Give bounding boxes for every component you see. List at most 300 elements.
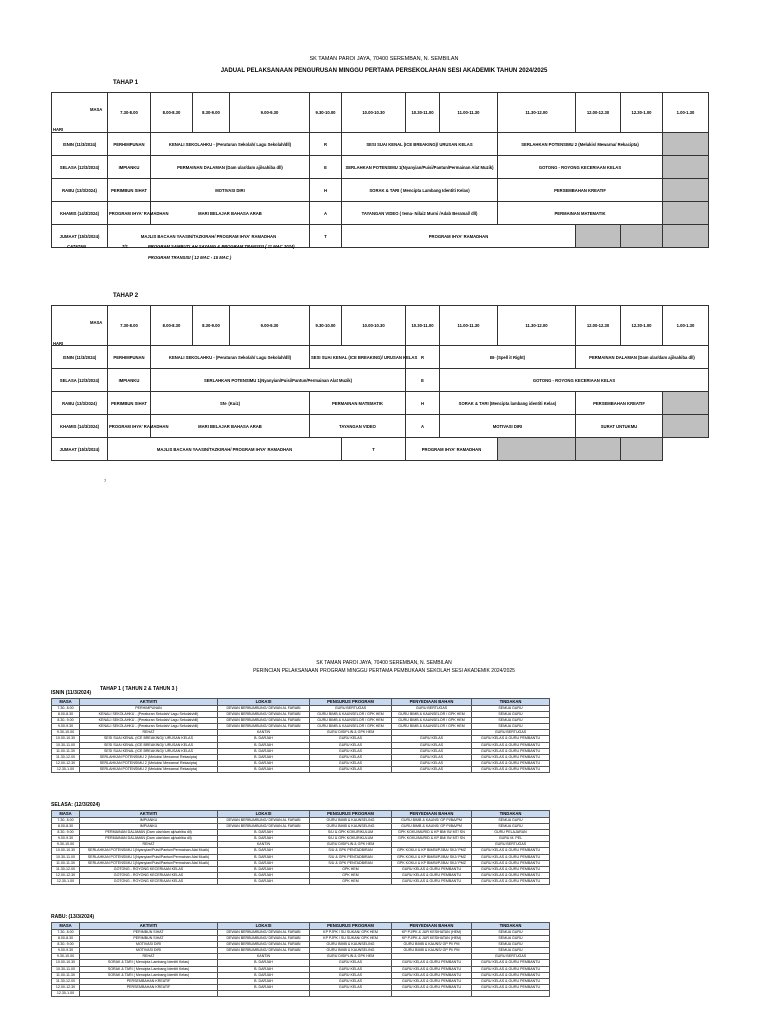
empty-shaded-cell xyxy=(663,202,709,225)
detail-cell: 10.00-10.30 xyxy=(52,736,80,742)
detail-cell: GURU KELAS & GURU PEMBANTU xyxy=(472,984,550,990)
detail-cell: GURU PELAJARAN xyxy=(472,830,550,836)
time-slot-header: 12.00-12.30 xyxy=(576,306,621,346)
detail-cell xyxy=(392,990,472,996)
activity-cell: MARI BELAJAR BAHASA ARAB xyxy=(151,202,310,225)
detail-cell: SERLAHKAN POTENSIMU 2 (Melukis/ Mewarna/ Rekacipta) xyxy=(80,766,218,772)
detail-cell: 10.30-11.00 xyxy=(52,742,80,748)
empty-shaded-cell xyxy=(621,438,663,461)
detail-cell: 8.30- 9.00 xyxy=(52,718,80,724)
detail-cell: DEWAN BERBUMBUNG/ DEWAN AL FARABI xyxy=(218,706,310,712)
hari-label: HARI xyxy=(53,127,64,132)
rehat-letter-cell: R xyxy=(406,346,440,369)
detail-cell: GURU KELAS xyxy=(310,748,392,754)
activity-cell: PROGRAM IHYA' RAMADHAN xyxy=(108,415,151,438)
day-cell: RABU (13/3/2024) xyxy=(52,179,108,202)
activity-cell: PROGRAM IHYA' RAMADHAN xyxy=(342,225,576,248)
detail-cell: PERHIMPUNAN xyxy=(80,706,218,712)
tahap1-row-khamis xyxy=(52,202,709,225)
bottom-tahap-title: TAHAP 1 ( TAHUN 2 & TAHUN 3 ) xyxy=(100,686,178,692)
day-cell: SELASA (12/3/2024) xyxy=(52,369,108,392)
time-slot-header: 11.30-12.00 xyxy=(498,93,576,133)
activity-cell: SERLAHKAN POTENSIMU 1(Nyanyian/Puisi/Pantun/Permainan Alat Muzik) xyxy=(342,156,498,179)
detail-cell: GURU KELAS & GURU PEMBANTU xyxy=(472,736,550,742)
detail-cell: GURU KELAS & GURU PEMBANTU xyxy=(472,748,550,754)
detail-header-row xyxy=(52,699,550,706)
detail-cell: 8.00-8.30 xyxy=(52,712,80,718)
detail-cell: GURU BIMB & KAUNS/ GP PI/BA/PM xyxy=(392,818,472,824)
detail-cell: GURU KELAS & GURU PEMBANTU xyxy=(392,972,472,978)
detail-cell: GURU BIMB & KAUNSELOR / GPK HEM xyxy=(310,724,392,730)
detail-cell: SEMUA GURU xyxy=(472,724,550,730)
detail-cell: 10.00-10.30 xyxy=(52,848,80,854)
tahap1-schedule-table xyxy=(51,92,709,248)
detail-cell: GURU KELAS xyxy=(310,736,392,742)
detail-header-cell: TINDAKAN xyxy=(472,811,550,818)
activity-cell: PERSEMBAHAN KREATIF xyxy=(498,179,663,202)
activity-cell: PERMAINAN MATEMATIK xyxy=(498,202,663,225)
masa-hari-header-cell xyxy=(52,306,108,346)
detail-cell: SESI SUAI KENAL (ICE BREAKING)/ URUSAN KELAS xyxy=(80,742,218,748)
activity-cell: MOTIVASI DIRI xyxy=(151,179,310,202)
detail-cell: GPK KOKU/MURID & KP BM/ BI/ MT/ SN xyxy=(392,836,472,842)
detail-cell: B. DARJAH xyxy=(218,972,310,978)
detail-cell: 12.00-12.30 xyxy=(52,872,80,878)
activity-cell: PERHIMPUNAN xyxy=(108,133,151,156)
detail-cell: SEMUA GURU xyxy=(472,718,550,724)
detail-cell: SEMUA GURU xyxy=(472,942,550,948)
detail-cell: GURU BIMB & KAUNSELOR / GPK HEM xyxy=(392,712,472,718)
detail-cell: DEWAN BERBUMBUNG/ DEWAN AL FARABI xyxy=(218,712,310,718)
time-slot-header: 10.30-11.00 xyxy=(406,306,440,346)
detail-cell: SERLAHKAN POTENSIMU 2 (Melukis/ Mewarna/ Rekacipta) xyxy=(80,760,218,766)
detail-cell: GURU KELAS xyxy=(310,972,392,978)
detail-cell: S/U & GPK PENTADBIRAN xyxy=(310,848,392,854)
detail-cell: IMPIANKU xyxy=(80,824,218,830)
detail-cell: 11.00-11.30 xyxy=(52,748,80,754)
time-slot-header: 10.00-10.30 xyxy=(342,93,406,133)
detail-cell: GURU KELAS xyxy=(310,960,392,966)
rehat-letter-cell: R xyxy=(310,133,342,156)
detail-cell: 8.30- 9.00 xyxy=(52,830,80,836)
detail-cell: B. DARJAH xyxy=(218,830,310,836)
detail-cell: SERLAHKAN POTENSIMU 1(Nyanyian/Puisi/Pantun/Permainan Alat Muzik) xyxy=(80,860,218,866)
time-slot-header: 8.30-9.00 xyxy=(193,306,230,346)
detail-cell: GURU BIMB & KAUNSELING xyxy=(310,942,392,948)
detail-cell xyxy=(310,990,392,996)
empty-shaded-cell xyxy=(663,156,709,179)
activity-cell: PERIMBUN SIHAT xyxy=(108,392,151,415)
rehat-letter-cell: E xyxy=(310,156,342,179)
detail-header-row xyxy=(52,923,550,930)
detail-cell: REHAT xyxy=(80,954,218,960)
detail-cell: 10.30-11.00 xyxy=(52,854,80,860)
detail-header-cell: LOKASI xyxy=(218,923,310,930)
detail-header-cell: TINDAKAN xyxy=(472,699,550,706)
tahap2-row-jumaat xyxy=(52,438,709,461)
detail-cell: 11.30-12.00 xyxy=(52,978,80,984)
detail-cell: KENALI SEKOLAHKU - (Peraturan Sekolah/ Lagu Sekolah/dll) xyxy=(80,712,218,718)
day-cell: JUMAAT (15/3/2024) xyxy=(52,438,108,461)
detail-cell: GURU KELAS & GURU PEMBANTU xyxy=(392,866,472,872)
activity-cell: KENALI SEKOLAHKU - (Peraturan Sekolah/ Lagu Sekolah/dll) xyxy=(151,346,310,369)
detail-row xyxy=(52,990,550,996)
detail-cell: S/U & GPK KOKURIKULUM xyxy=(310,836,392,842)
time-slot-header: 9.00-9.30 xyxy=(230,93,310,133)
time-slot-header: 7.30-8.00 xyxy=(108,306,151,346)
detail-cell: SEMUA GURU xyxy=(472,706,550,712)
detail-header-cell: PENYEDIAAN BAHAN xyxy=(392,699,472,706)
detail-cell: B. DARJAH xyxy=(218,984,310,990)
detail-cell xyxy=(218,990,310,996)
detail-cell: GURU KELAS xyxy=(310,766,392,772)
detail-cell: GURU BIMB & KAUNS/ GP PI/ PM xyxy=(392,942,472,948)
detail-cell: B. DARJAH xyxy=(218,848,310,854)
detail-cell: GURU KELAS & GURU PEMBANTU xyxy=(392,878,472,884)
detail-cell: KENALI SEKOLAHKU - (Peraturan Sekolah/ Lagu Sekolah/dll) xyxy=(80,724,218,730)
detail-cell: SEMUA GURU xyxy=(472,936,550,942)
detail-header-cell: TINDAKAN xyxy=(472,923,550,930)
detail-header-cell: AKTIVITI xyxy=(80,699,218,706)
detail-cell: GPK HEM xyxy=(310,872,392,878)
detail-cell: 7.30- 8.00 xyxy=(52,930,80,936)
detail-table-isnin xyxy=(51,698,550,773)
detail-cell: 11.00-11.30 xyxy=(52,860,80,866)
detail-cell: GURU BIMB & KAUNS/ GP PI/ PM xyxy=(392,948,472,954)
detail-header-cell: PENGURUS PROGRAM xyxy=(310,699,392,706)
detail-cell: KANTIN xyxy=(218,954,310,960)
detail-header-cell: MASA xyxy=(52,699,80,706)
detail-cell: SERLAHKAN POTENSIMU 1(Nyanyian/Puisi/Pantun/Permainan Alat Muzik) xyxy=(80,848,218,854)
detail-cell: GURU DISIPLIN & GPK HEM xyxy=(310,842,392,848)
time-slot-header: 12.30-1.00 xyxy=(621,306,663,346)
detail-cell: GURU KELAS & GURU PEMBANTU xyxy=(472,742,550,748)
day-cell: KHAMIS (14/3/2024) xyxy=(52,202,108,225)
empty-shaded-cell xyxy=(663,225,709,248)
detail-table-selasa xyxy=(51,810,550,885)
detail-cell xyxy=(80,990,218,996)
detail-cell: B. DARJAH xyxy=(218,872,310,878)
detail-header-cell: LOKASI xyxy=(218,699,310,706)
activity-cell: PERHIMPUNAN xyxy=(108,346,151,369)
detail-cell: GURU KELAS xyxy=(310,978,392,984)
detail-cell: GURU BERTUGAS xyxy=(310,706,392,712)
detail-header-cell: MASA xyxy=(52,923,80,930)
detail-cell: GURU BERTUGAS xyxy=(472,954,550,960)
time-slot-header: 9.30-10.00 xyxy=(310,306,342,346)
detail-cell: GURU KELAS & GURU PEMBANTU xyxy=(392,960,472,966)
detail-cell: GURU KELAS xyxy=(392,760,472,766)
detail-cell: REHAT xyxy=(80,730,218,736)
tahap1-title: TAHAP 1 xyxy=(113,80,139,86)
time-slot-header: 11.00-11.30 xyxy=(440,306,498,346)
detail-cell: B. DARJAH xyxy=(218,760,310,766)
day-cell: RABU (13/3/2024) xyxy=(52,392,108,415)
tahap2-schedule-table xyxy=(51,305,709,461)
time-slot-header: 11.00-11.30 xyxy=(440,93,498,133)
detail-cell: B. DARJAH xyxy=(218,854,310,860)
detail-cell: GURU KELAS & GURU PEMBANTU xyxy=(472,760,550,766)
detail-cell: DEWAN BERBUMBUNG/ DEWAN AL FARABI xyxy=(218,942,310,948)
detail-cell: GOTONG - ROYONG KECERIAAN KELAS xyxy=(80,878,218,884)
detail-cell: GURU KELAS & GURU PEMBANTU xyxy=(472,866,550,872)
detail-cell: GURU BIMB & KAUNSELOR / GPK HEM xyxy=(310,712,392,718)
detail-cell: MOTIVASI DIRI xyxy=(80,942,218,948)
time-slot-header: 12.00-12.30 xyxy=(576,93,621,133)
detail-cell: GURU BIMB & KAUNSELING xyxy=(310,824,392,830)
activity-cell: SORAK & TARI (Mencipta lambang identiti Kelas) xyxy=(440,392,576,415)
day-label-isnin: ISNIN (11/3/2024) xyxy=(51,690,92,696)
day-label-selasa: SELASA: (12/3/2024) xyxy=(51,802,100,808)
detail-cell: DEWAN BERBUMBUNG/ DEWAN AL FARABI xyxy=(218,936,310,942)
rehat-letter-cell: T xyxy=(342,438,406,461)
detail-cell xyxy=(472,990,550,996)
tahap1-row-selasa xyxy=(52,156,709,179)
detail-cell: B. DARJAH xyxy=(218,878,310,884)
detail-cell: GURU KELAS & GURU PEMBANTU xyxy=(472,766,550,772)
detail-cell: GURU KELAS & GURU PEMBANTU xyxy=(472,872,550,878)
main-title: JADUAL PELAKSANAAN PENGURUSAN MINGGU PERTAMA PERSEKOLAHAN SESI AKADEMIK TAHUN 2024/2025 xyxy=(220,68,548,74)
catatan-number: 7/1 xyxy=(122,244,128,249)
activity-cell: SN- (Kuiz) xyxy=(151,392,310,415)
detail-row xyxy=(52,766,550,772)
activity-cell: SERLAHKAN POTENSIMU 2 (Melukis/ Mewarna/ Rekacipta) xyxy=(498,133,663,156)
detail-cell: GURU KELAS xyxy=(392,766,472,772)
activity-cell: SESI SUAI KENAL (ICE BREAKING)/ URUSAN KELAS xyxy=(310,346,406,369)
detail-cell: S/U & GPK PENTADBIRAN xyxy=(310,860,392,866)
detail-cell: SEMUA GURU xyxy=(472,930,550,936)
detail-cell: GURU BIMB & KAUNS/ GP PI/BA/PM xyxy=(392,824,472,830)
detail-cell: 12.30-1.00 xyxy=(52,990,80,996)
detail-cell: PERSEMBAHAN KREATIF xyxy=(80,978,218,984)
bottom-title: PERINCIAN PELAKSANAAN PROGRAM MINGGU PERTAMA PEMBUKAAN SEKOLAH SESI AKADEMIK 2024/2025 xyxy=(253,668,515,674)
detail-cell: GURU BERTUGAS xyxy=(392,706,472,712)
detail-cell: 8.00-8.30 xyxy=(52,824,80,830)
detail-cell: GURU BIMB & KAUNSELOR / GPK HEM xyxy=(392,724,472,730)
detail-cell: B. DARJAH xyxy=(218,742,310,748)
detail-cell: GURU KELAS xyxy=(392,736,472,742)
detail-cell: GURU KELAS & GURU PEMBANTU xyxy=(392,984,472,990)
detail-cell: DEWAN BERBUMBUNG/ DEWAN AL FARABI xyxy=(218,718,310,724)
detail-cell: GPK KOKU/ & KP BM/BI/PJ/BA/ SKJ/ PMZ xyxy=(392,854,472,860)
rehat-letter-cell: E xyxy=(406,369,440,392)
detail-cell: 10.30-11.00 xyxy=(52,966,80,972)
detail-cell: B. DARJAH xyxy=(218,978,310,984)
detail-cell: GURU KELAS xyxy=(310,984,392,990)
activity-cell: GOTONG - ROYONG KECERIAAN KELAS xyxy=(440,369,709,392)
detail-cell: KANTIN xyxy=(218,730,310,736)
detail-cell: KP PJPK / SU SUKAN/ GPK HEM xyxy=(310,930,392,936)
detail-cell: GURU KELAS xyxy=(310,966,392,972)
detail-header-cell: PENGURUS PROGRAM xyxy=(310,923,392,930)
activity-cell: MARI BELAJAR BAHASA ARAB xyxy=(151,415,310,438)
detail-row xyxy=(52,878,550,884)
detail-cell: GURU KELAS xyxy=(392,754,472,760)
day-cell: ISNIN (11/3/2024) xyxy=(52,346,108,369)
detail-cell: DEWAN BERBUMBUNG/ DEWAN AL FARABI xyxy=(218,724,310,730)
detail-header-cell: AKTIVITI xyxy=(80,923,218,930)
activity-cell: PERSEMBAHAN KREATIF xyxy=(576,392,663,415)
detail-cell: SERLAHKAN POTENSIMU 2 (Melukis/ Mewarna/ Rekacipta) xyxy=(80,754,218,760)
activity-cell: KENALI SEKOLAHKU - (Peraturan Sekolah/ Lagu Sekolah/dll) xyxy=(151,133,310,156)
time-slot-header: 11.30-12.00 xyxy=(498,306,576,346)
day-cell: JUMAAT (15/3/2024) xyxy=(52,225,108,248)
detail-cell: PERIMBUN SIHAT xyxy=(80,936,218,942)
detail-cell: KP PJPK / SU SUKAN/ GPK HEM xyxy=(310,936,392,942)
detail-cell: S/U & GPK PENTADBIRAN xyxy=(310,854,392,860)
detail-cell: 9.00-9.30 xyxy=(52,836,80,842)
day-cell: ISNIN (11/3/2024) xyxy=(52,133,108,156)
tahap1-row-rabu xyxy=(52,179,709,202)
time-slot-header: 8.30-9.00 xyxy=(193,93,230,133)
detail-cell: 11.00-11.30 xyxy=(52,972,80,978)
rehat-letter-cell: H xyxy=(310,179,342,202)
detail-header-cell: PENGURUS PROGRAM xyxy=(310,811,392,818)
detail-cell: 12.30-1.00 xyxy=(52,766,80,772)
detail-cell: SEMUA GURU xyxy=(472,818,550,824)
time-slot-header: 9.00-9.30 xyxy=(230,306,310,346)
detail-cell: PERMAINAN DALAMAN (Dam ular/dam aji/sahiba dll) xyxy=(80,830,218,836)
detail-cell: B. DARJAH xyxy=(218,866,310,872)
detail-cell: B. DARJAH xyxy=(218,860,310,866)
detail-cell: SERLAHKAN POTENSIMU 1(Nyanyian/Puisi/Pantun/Permainan Alat Muzik) xyxy=(80,854,218,860)
activity-cell: TAYANGAN VIDEO ( tema- Nilai2 Murni /Adab Beramal/ dll) xyxy=(342,202,498,225)
detail-cell: MOTIVASI DIRI xyxy=(80,948,218,954)
tahap2-time-header-row xyxy=(52,306,709,346)
detail-cell: KENALI SEKOLAHKU - (Peraturan Sekolah/ Lagu Sekolah/dll) xyxy=(80,718,218,724)
detail-cell: 9.00-9.30 xyxy=(52,724,80,730)
detail-cell: PERMAINAN DALAMAN (Dam ular/dam aji/sahiba dll) xyxy=(80,836,218,842)
detail-cell: 11.30-12.00 xyxy=(52,866,80,872)
detail-cell: DEWAN BERBUMBUNG/ DEWAN AL FARABI xyxy=(218,948,310,954)
detail-cell: SEMUA GURU xyxy=(472,948,550,954)
detail-cell: B. DARJAH xyxy=(218,836,310,842)
detail-cell: GURU KELAS & GURU PEMBANTU xyxy=(472,860,550,866)
detail-cell: GURU KELAS & GURU PEMBANTU xyxy=(472,754,550,760)
activity-cell: PERMAINAN DALAMAN (Dam ular/dam aji/sahiba dll) xyxy=(151,156,310,179)
detail-header-cell: LOKASI xyxy=(218,811,310,818)
detail-cell: SESI SUAI KENAL (ICE BREAKING)/ URUSAN KELAS xyxy=(80,736,218,742)
detail-header-cell: PENYEDIAAN BAHAN xyxy=(392,811,472,818)
detail-cell: GURU KELAS & GURU PEMBANTU xyxy=(392,978,472,984)
catatan-line-1: PROGRAM SAMBUTLAH SAYANG & PROGRAM TRANSISI ( 11 MAC 2024) xyxy=(148,244,295,249)
detail-cell: 9.00-9.30 xyxy=(52,948,80,954)
detail-cell: 9.30-10.00 xyxy=(52,954,80,960)
activity-cell: SERLAHKAN POTENSIMU 1(Nyanyian/Puisi/Pantun/Permainan Alat Muzik) xyxy=(151,369,406,392)
bottom-school-header: SK TAMAN PAROI JAYA, 70400 SEREMBAN, N. SEMBILAN xyxy=(316,660,452,666)
rehat-letter-cell: H xyxy=(406,392,440,415)
detail-cell: 10.00-10.30 xyxy=(52,960,80,966)
empty-shaded-cell xyxy=(663,392,709,415)
detail-cell: 12.30-1.00 xyxy=(52,878,80,884)
detail-cell: GPK HEM xyxy=(310,878,392,884)
detail-header-row xyxy=(52,811,550,818)
day-label-rabu: RABU: (13/3/2024) xyxy=(51,914,95,920)
activity-cell: GOTONG - ROYONG KECERIAAN KELAS xyxy=(498,156,663,179)
time-slot-header: 10.30-11.00 xyxy=(406,93,440,133)
empty-shaded-cell xyxy=(663,179,709,202)
masa-label: MASA xyxy=(90,107,103,112)
masa-label: MASA xyxy=(90,320,103,325)
detail-cell: SORAK & TARI ( Mencipta Lambang Identiti Kelas) xyxy=(80,960,218,966)
detail-cell: SEMUA GURU xyxy=(472,824,550,830)
tahap2-title: TAHAP 2 xyxy=(113,293,139,299)
detail-cell: GURU KELAS & GURU PEMBANTU xyxy=(472,978,550,984)
time-slot-header: 8.00-8.30 xyxy=(151,93,193,133)
activity-cell: PROGRAM IHYA' RAMADHAN xyxy=(108,202,151,225)
empty-shaded-cell xyxy=(621,225,663,248)
detail-cell: GURU BIMB & KAUNSELING xyxy=(310,818,392,824)
detail-cell: PERSEMBAHAN KREATIF xyxy=(80,984,218,990)
empty-shaded-cell xyxy=(576,438,621,461)
detail-cell: SORAK & TARI ( Mencipta Lambang Identiti Kelas) xyxy=(80,972,218,978)
detail-cell: 12.00-12.30 xyxy=(52,984,80,990)
detail-cell: DEWAN BERBUMBUNG/ DEWAN AL FARABI xyxy=(218,930,310,936)
detail-header-cell: PENYEDIAAN BAHAN xyxy=(392,923,472,930)
detail-cell: GURU KELAS & GURU PEMBANTU xyxy=(472,878,550,884)
detail-cell: B. DARJAH xyxy=(218,736,310,742)
activity-cell: MAJLIS BACAAN YAASIN/TAZKIRAH/ PROGRAM IHYA' RAMADHAN xyxy=(108,225,310,248)
tahap2-row-khamis xyxy=(52,415,709,438)
detail-cell: SEMUA GURU xyxy=(472,712,550,718)
rehat-letter-cell: T xyxy=(310,225,342,248)
detail-cell: REHAT xyxy=(80,842,218,848)
activity-cell: BI- (Spell it Right) xyxy=(440,346,576,369)
activity-cell: PERMAINAN MATEMATIK xyxy=(310,392,406,415)
tahap2-row-selasa xyxy=(52,369,709,392)
detail-cell: GURU KELAS & GURU PEMBANTU xyxy=(472,966,550,972)
activity-cell: TAYANGAN VIDEO xyxy=(310,415,406,438)
tahap1-row-isnin xyxy=(52,133,709,156)
detail-cell: 11.30-12.00 xyxy=(52,754,80,760)
detail-cell: GURU KELAS & GURU PEMBANTU xyxy=(472,848,550,854)
detail-cell: GURU KELAS xyxy=(310,742,392,748)
detail-cell: GURU DISIPLIN & GPK HEM xyxy=(310,730,392,736)
detail-cell: GPK KOKU/ & KP BM/BI/PJ/BA/ SKJ/ PMZ xyxy=(392,860,472,866)
activity-cell: PROGRAM IHYA' RAMADHAN xyxy=(406,438,498,461)
day-cell: SELASA (12/3/2024) xyxy=(52,156,108,179)
detail-cell: GOTONG - ROYONG KECERIAAN KELAS xyxy=(80,872,218,878)
empty-shaded-cell xyxy=(663,133,709,156)
detail-cell: IMPIANKU xyxy=(80,818,218,824)
detail-cell: GURU KELAS xyxy=(392,742,472,748)
detail-cell: GURU BERTUGAS xyxy=(472,842,550,848)
detail-cell: GURU KELAS & GURU PEMBANTU xyxy=(392,966,472,972)
detail-cell: DEWAN BERBUMBUNG/ DEWAN AL FARABI xyxy=(218,818,310,824)
activity-cell: IMPIANKU xyxy=(108,369,151,392)
time-slot-header: 1.00-1.30 xyxy=(663,306,709,346)
detail-cell: B. DARJAH xyxy=(218,966,310,972)
detail-cell: GURU BIMB & KAUNSELING xyxy=(310,948,392,954)
detail-cell: GURU DISIPLIN & GPK HEM xyxy=(310,954,392,960)
detail-header-cell: AKTIVITI xyxy=(80,811,218,818)
detail-cell: GPK HEM xyxy=(310,866,392,872)
detail-cell: B. DARJAH xyxy=(218,754,310,760)
activity-cell: IMPIANKU xyxy=(108,156,151,179)
school-header: SK TAMAN PAROI JAYA, 70400 SEREMBAN, N. SEMBILAN xyxy=(309,56,459,62)
time-slot-header: 1.00-1.30 xyxy=(663,93,709,133)
time-slot-header: 9.30-10.00 xyxy=(310,93,342,133)
detail-cell: 12.00-12.30 xyxy=(52,760,80,766)
activity-cell: MAJLIS BACAAN YAASIN/TAZKIRAH/ PROGRAM IHYA' RAMADHAN xyxy=(108,438,342,461)
detail-cell: GPK KOKU/MURID & KP BM/ BI/ MT/ SN xyxy=(392,830,472,836)
detail-cell: 9.30-10.00 xyxy=(52,730,80,736)
detail-cell: KANTIN xyxy=(218,842,310,848)
hari-label: HARI xyxy=(53,341,64,346)
time-slot-header: 8.00-8.30 xyxy=(151,306,193,346)
detail-cell: GURU BERTUGAS xyxy=(472,730,550,736)
activity-cell: PERIMBUN SIHAT xyxy=(108,179,151,202)
